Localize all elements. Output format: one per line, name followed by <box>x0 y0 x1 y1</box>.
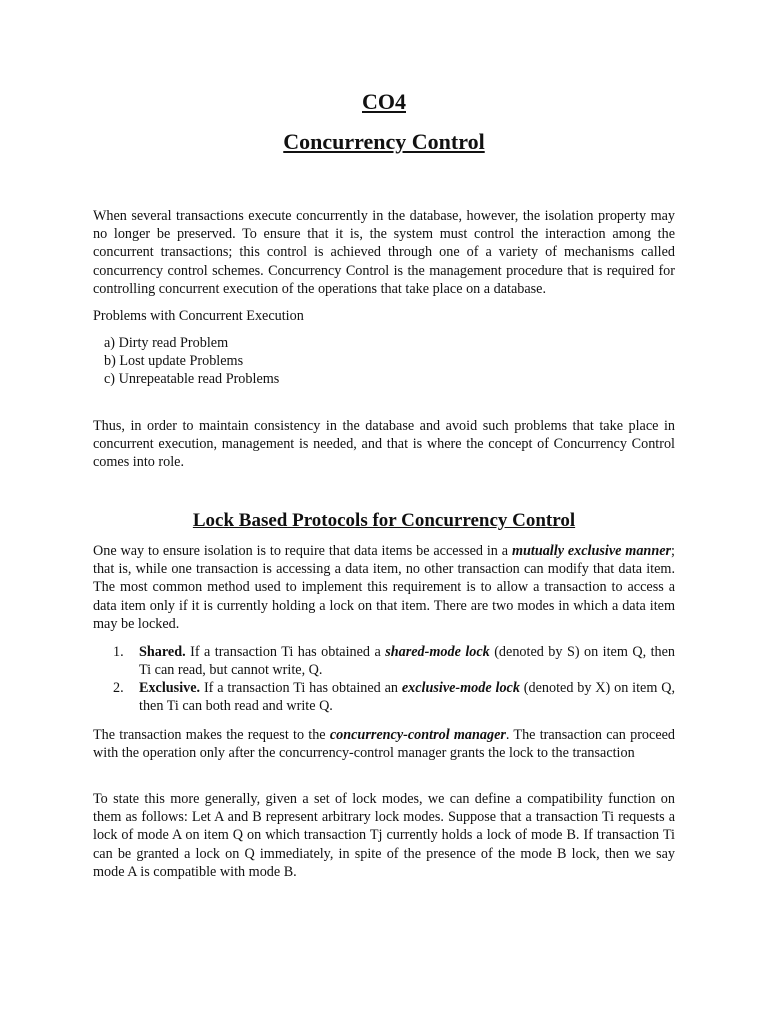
problem-item: a) Dirty read Problem <box>104 335 229 351</box>
text-run: (denoted by S) on item Q, then Ti can read, but cannot write, Q. <box>139 644 675 679</box>
text-run: If a transaction Ti has obtained a <box>185 644 386 660</box>
emphasis-text: exclusive-mode lock <box>401 680 520 696</box>
text-run: ; that is, while one transaction is accessing a data item, no other transaction can modify that data item. The most common method used to implement this requirement is to allow a transaction to access a data item only if it is currently holding a lock on that item. There are two modes in which a data item may be locked. <box>93 543 675 632</box>
text-run: (denoted by X) on item Q, then Ti can both read and write Q. <box>139 680 675 715</box>
emphasis-text: mutually exclusive manner <box>511 543 672 559</box>
lock-section-title: Lock Based Protocols for Concurrency Control <box>192 510 576 531</box>
emphasis-text: shared-mode lock <box>385 644 490 660</box>
compatibility-paragraph: To state this more generally, given a set of lock modes, we can define a compatibility function on them as follows: Let A and B represent arbitrary lock modes. Suppose that a transaction Ti requests a lock of mode A on item Q on which transaction Tj currently holds a lock of mode B. If transaction Ti can be granted a lock on Q immediately, in spite of the presence of the mode B lock, then we say mode A is compatible with mode B. <box>93 791 675 880</box>
text-run: If a transaction Ti has obtained an <box>200 680 402 696</box>
problems-list <box>104 334 664 389</box>
manager-paragraph <box>93 726 675 762</box>
document-title: Concurrency Control <box>283 129 485 154</box>
intro-paragraph: When several transactions execute concurrently in the database, however, the isolation property may no longer be preserved. To ensure that it is, the system must control the interaction among the concurrent transactions; this control is achieved through one of a variety of mechanisms called concurrency control schemes. Concurrency Control is the management procedure that is required for controlling concurrent execution of the operations that take place on a database. <box>93 208 675 297</box>
problem-item: c) Unrepeatable read Problems <box>104 371 280 388</box>
mode-label: Exclusive. <box>139 680 201 696</box>
list-number: 2. <box>113 680 124 696</box>
text-run: The transaction makes the request to the <box>93 727 330 743</box>
conclusion-paragraph: Thus, in order to maintain consistency in the database and avoid such problems that take place in concurrent execution, management is needed, and that is where the concept of Concurrency Control comes into role. <box>93 418 675 471</box>
problem-item: b) Lost update Problems <box>104 353 244 370</box>
list-number: 1. <box>113 644 124 660</box>
lock-intro-paragraph <box>93 542 675 633</box>
mode-label: Shared. <box>139 644 186 660</box>
text-run: One way to ensure isolation is to require that data items be accessed in a <box>93 543 512 559</box>
document-code-heading: CO4 <box>362 89 406 114</box>
problems-heading: Problems with Concurrent Execution <box>93 308 304 324</box>
text-run: . The transaction can proceed with the operation only after the concurrency-control manager grants the lock to the transaction <box>93 727 676 762</box>
emphasis-text: concurrency-control manager <box>329 727 506 743</box>
